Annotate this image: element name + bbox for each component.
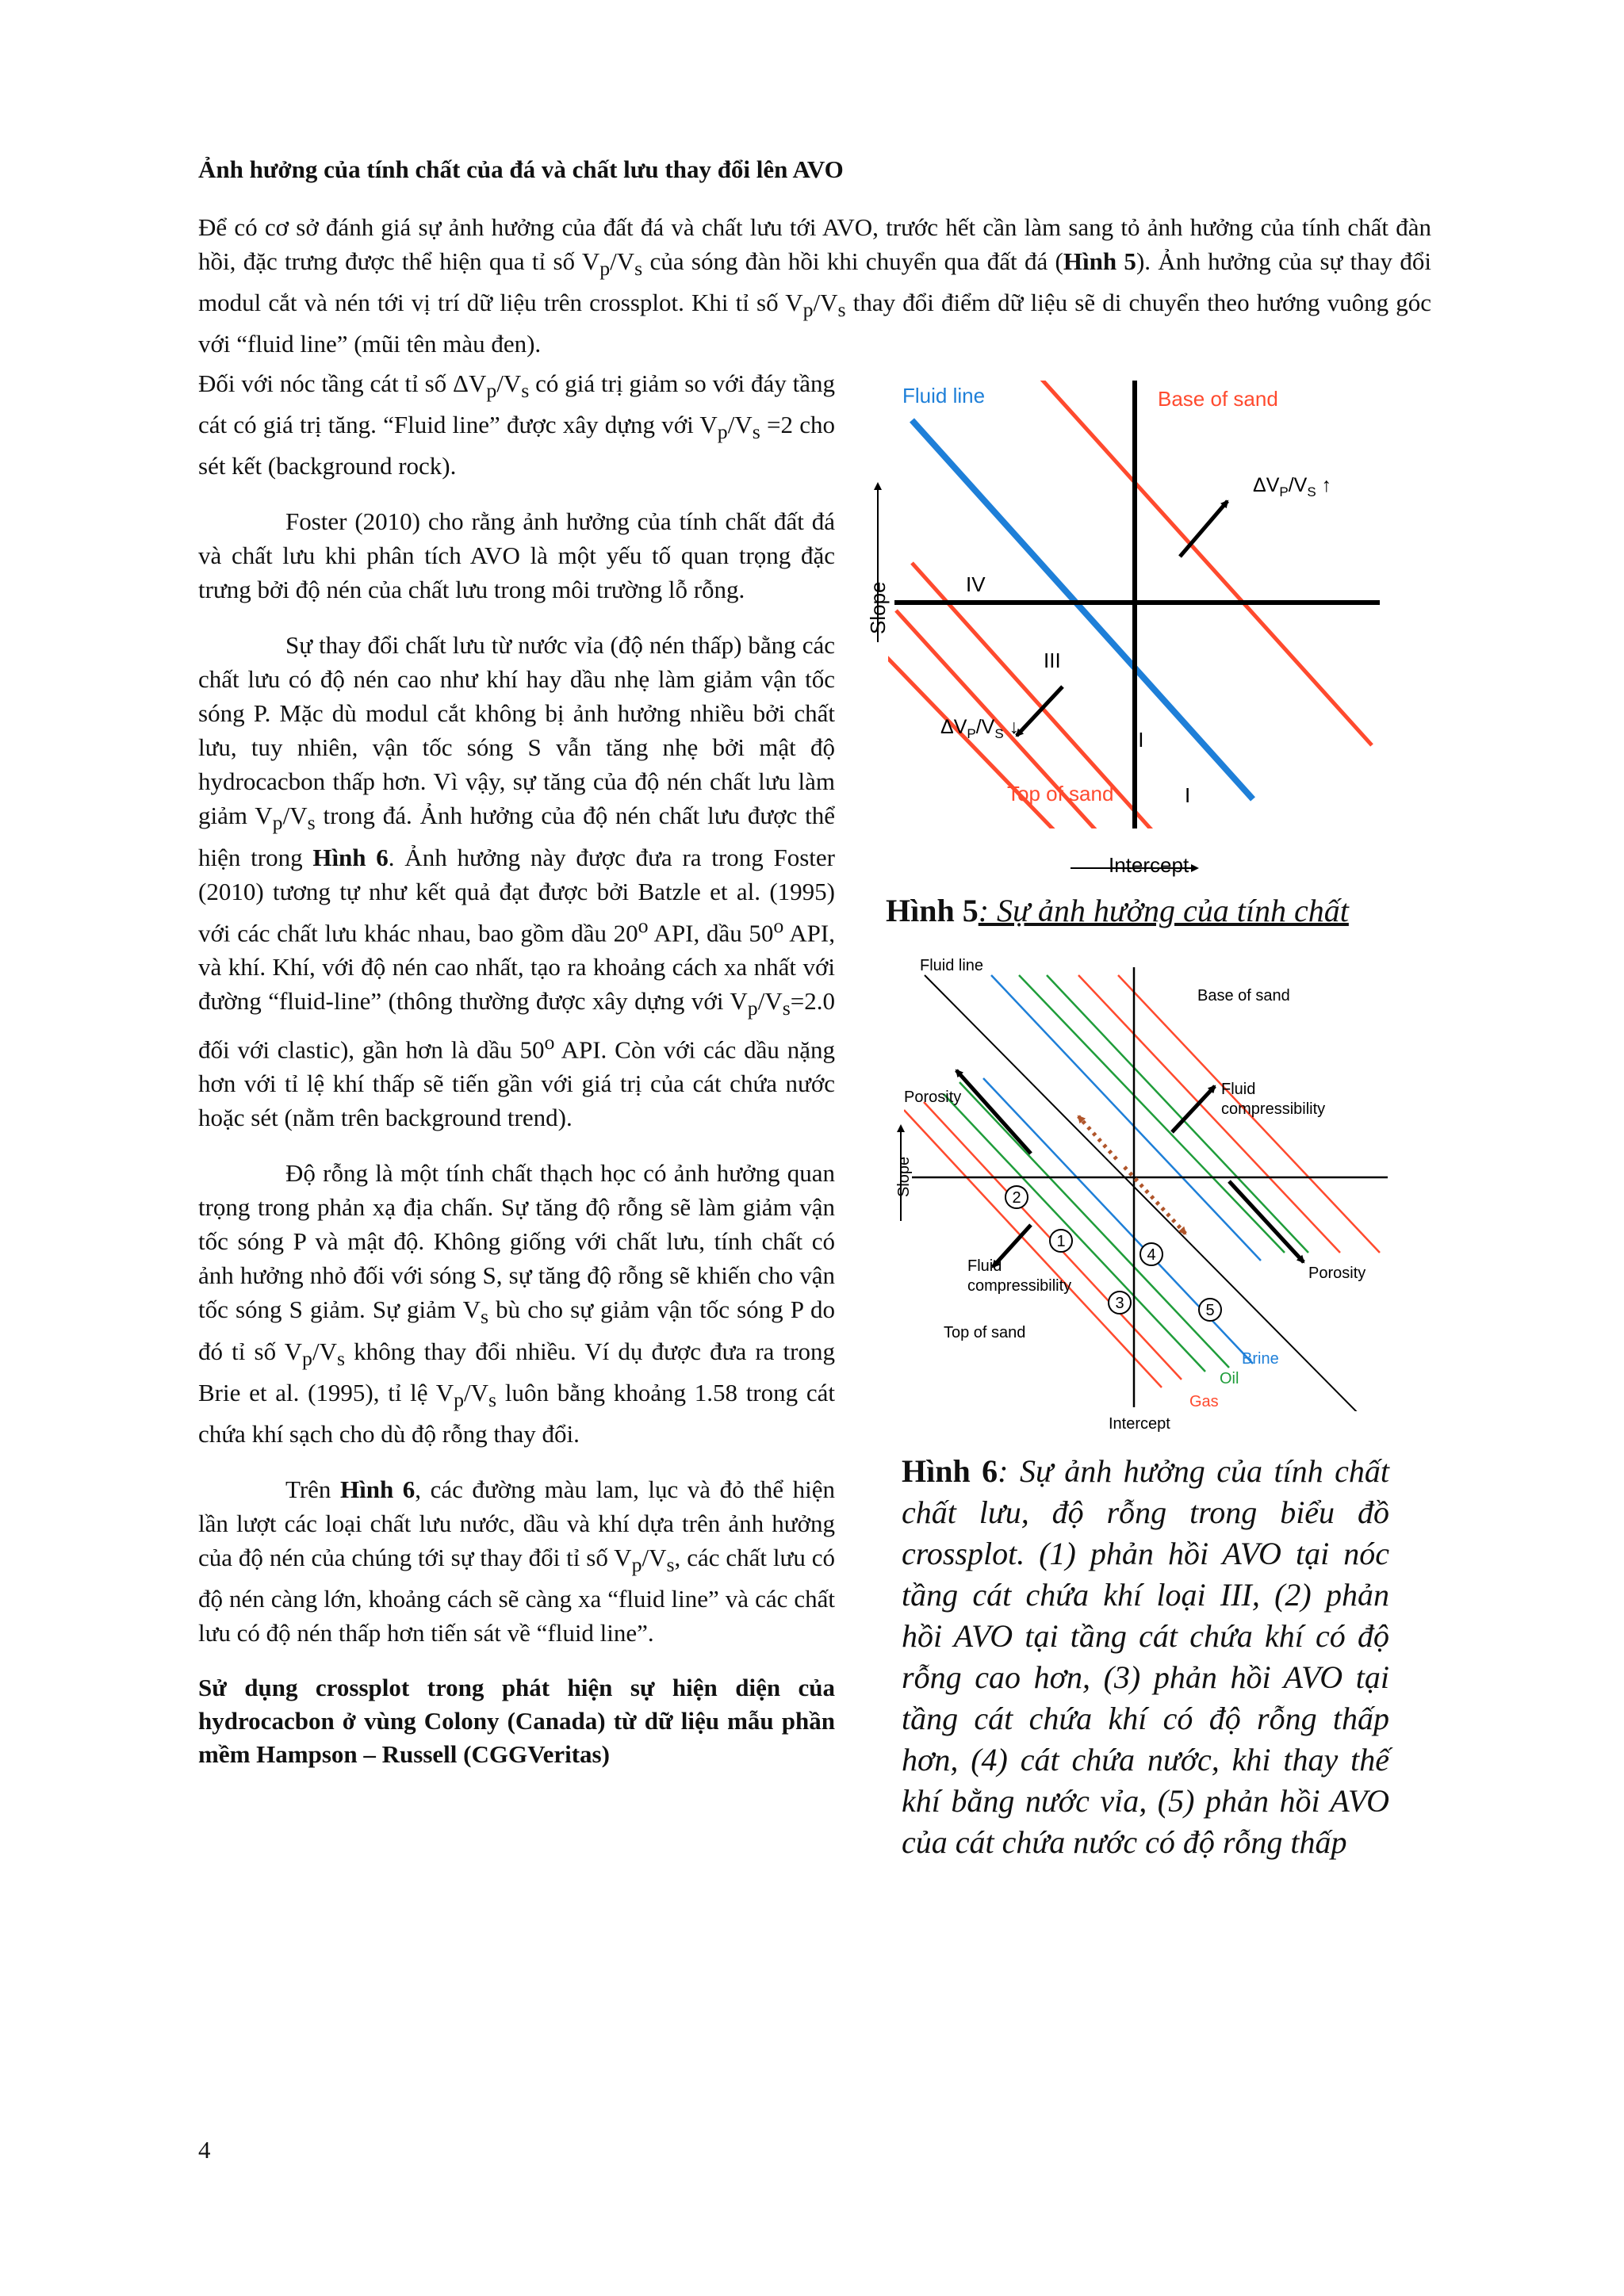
subscript: p [486,379,497,403]
fluid-comp-top-label-2: compressibility [1221,1100,1326,1118]
text-run: API. Còn với các dầu nặng hơn với tỉ lệ khí thấp sẽ tiến gần với giá trị của cát chứa nước hoặc sét (nằm trên background trend). [198,1035,835,1132]
oil-label: Oil [1220,1370,1239,1387]
text-run: có giá trị giảm so với đáy tầng cát có giá trị tăng. “Fluid line” được xây dựng với V [198,369,835,439]
fluid-comp-up-arrow [1172,1086,1215,1132]
superscript: o [638,913,649,937]
marker-4 [1140,1243,1162,1265]
subscript: s [837,298,846,322]
text-run: Trên [285,1475,340,1503]
subscript: s [480,1305,489,1329]
arrow-down-left [1017,687,1063,736]
subscript: s [488,1387,497,1411]
subscript: p [802,298,814,322]
gas-label: Gas [1189,1393,1219,1410]
intercept-label: Intercept [1109,853,1189,877]
arrow-up-right [1180,501,1228,557]
dvpvs-up-label: $\Delta V_P/V_S$ ↑ [1253,474,1332,499]
figure-ref: Hình 6 [340,1475,416,1503]
fluid-line-label: Fluid line [902,384,986,408]
fluid-comp-bottom-label-1: Fluid [967,1257,1002,1275]
zone-ii-label: II [1132,728,1144,752]
intro-paragraph [198,210,1431,361]
red-line-3 [896,610,1134,872]
porosity-right-label: Porosity [1308,1265,1366,1282]
porosity-left-arrow [956,1070,1031,1154]
caption-text: : Sự ảnh hưởng của tính chất chất lưu, độ rỗng trong biểu đồ crossplot. (1) phản hồi AVO tại nóc tầng cát chứa khí loại III, (2) phản hồi AVO tại tầng cát chứa khí có độ rỗng cao hơn, (3) phản hồi AVO tại tầng cát chứa khí có độ rỗng thấp hơn, (4) cát chứa nước, khi thay thế khí bằng nước vỉa, (5) phản hồi AVO của cát chứa nước có độ rỗng thấp [902,1453,1389,1860]
text-run: trong đá. Ảnh hưởng của độ nén chất lưu được thể hiện trong [198,802,835,871]
left-column [198,366,835,1771]
page-number: 4 [198,2136,211,2164]
text-run: Đối với nóc tầng cát tỉ số ΔV [198,369,487,397]
text-run: . Ảnh hưởng này được đưa ra trong Foster (2010) tương tự như kết quả đạt được bởi Batzle et al. (1995) với các chất lưu khác nhau, bao gồm dầu 20 [198,843,835,947]
marker-5 [1199,1299,1221,1321]
text-run: của sóng đàn hồi khi chuyển qua đất đá ( [642,247,1063,275]
text-run: ). Ảnh hưởng của sự thay đổi modul cắt và nén tới vị trí dữ liệu trên crossplot. Khi tỉ số V [198,247,1431,317]
text-run: /V [727,411,753,439]
base-of-sand-label: Base of sand [1197,987,1290,1004]
subscript: s [521,379,530,403]
text-run: Sự thay đổi chất lưu từ nước vỉa (độ nén thấp) bằng các chất lưu có độ nén cao như khí hay dầu nhẹ làm giảm vận tốc sóng P. Mặc dù modul cắt không bị ảnh hưởng nhiều bởi chất lưu, tuy nhiên, vận tốc sóng S vẫn tăng nhẹ bởi mật độ hydrocacbon thấp hơn. Vì vậy, sự tăng của độ nén chất lưu làm giảm V [198,631,835,830]
svg-text:3: 3 [1115,1295,1124,1312]
text-run: thay đổi điểm dữ liệu sẽ di chuyển theo hướng vuông góc với “fluid line” (mũi tên màu đen). [198,289,1431,358]
text-run: =2.0 đối với clastic), gần hơn là dầu 50 [198,986,835,1064]
marker-1 [1050,1230,1072,1252]
text-run: Độ rỗng là một tính chất thạch học có ảnh hưởng quan trọng trong phản xạ địa chấn. Sự tăng độ rỗng sẽ làm giảm vận tốc sóng P và mật độ. Không giống với chất lưu, tính chất có ảnh hưởng nhỏ đối với sóng S, sự tăng độ rỗng sẽ khiến cho vận tốc sóng S giảm. Sự giảm V [198,1159,835,1324]
text-run: /V [464,1378,489,1406]
subscript: p [302,1346,312,1370]
subscript: p [717,420,728,444]
porosity-left-label: Porosity [904,1089,962,1106]
subscript: s [307,811,316,835]
brown-arrow-up [1078,1116,1116,1159]
superscript: o [773,913,784,937]
paragraph-2 [198,366,835,483]
brine-label: Brine [1242,1350,1279,1368]
svg-text:1: 1 [1056,1233,1066,1250]
caption-text: : Sự ảnh hưởng của tính chất [978,893,1349,928]
subscript: s [634,257,643,281]
intercept-label: Intercept [1109,1415,1170,1433]
subscript: s [336,1346,346,1370]
zone-iv-label: IV [966,572,986,596]
text-run: /V [312,1337,337,1365]
fluid-comp-bottom-label-2: compressibility [967,1277,1072,1295]
figure-5-diagram [864,373,1388,880]
paragraph-3: Foster (2010) cho rằng ảnh hưởng của tính chất đất đá và chất lưu khi phân tích AVO là một yếu tố quan trọng đặc trưng bởi độ nén của chất lưu trong môi trường lỗ rỗng. [198,507,835,604]
slope-label: Slope [895,1156,913,1197]
caption-label: Hình 5 [886,893,979,928]
figure-ref: Hình 6 [312,843,389,871]
paragraph-4 [198,628,835,1135]
porosity-right-arrow [1229,1181,1304,1262]
top-red-line-2 [904,1110,1162,1387]
subscript: p [747,997,758,1020]
slope-label: Slope [866,581,890,634]
svg-text:2: 2 [1012,1189,1021,1207]
zone-i-label: I [1185,783,1191,807]
text-run: API, và khí. Khí, với độ nén cao nhất, tạo ra khoảng cách xa nhất với đường “fluid-line” (thông thường được xây dựng với V [198,918,835,1015]
figure-5-caption [886,890,1441,932]
text-run: Để có cơ sở đánh giá sự ảnh hưởng của đất đá và chất lưu tới AVO, trước hết cần làm sang tỏ ảnh hưởng của tính chất đàn hồi, đặc trưng được thể hiện qua tỉ số V [198,213,1431,275]
marker-2 [1005,1186,1028,1208]
red-line-4 [872,642,1102,880]
svg-text:5: 5 [1205,1302,1215,1319]
fluid-line-label: Fluid line [920,957,984,974]
caption-label: Hình 6 [902,1453,998,1489]
text-run: , các đường màu lam, lục và đỏ thể hiện lần lượt các loại chất lưu nước, dầu và khí dựa trên ảnh hưởng của độ nén của chúng tới sự thay đổi tỉ số V [198,1475,835,1571]
subscript: p [272,811,283,835]
superscript: o [544,1031,555,1054]
text-run: luôn bằng khoảng 1.58 trong cát chứa khí sạch cho dù độ rỗng thay đổi. [198,1378,835,1448]
subscript: p [454,1387,465,1411]
subscript: s [752,420,760,444]
text-run: /V [757,986,783,1015]
figure-6-caption [902,1451,1389,1863]
section-heading-2: Sử dụng crossplot trong phát hiện sự hiện diện của hydrocacbon ở vùng Colony (Canada) từ dữ liệu mẫu phần mềm Hampson – Russell (CGGVeritas) [198,1674,835,1769]
text-run: /V [642,1543,667,1571]
fluid-line [925,975,1364,1419]
base-of-sand-label: Base of sand [1158,387,1278,411]
paragraph-6 [198,1472,835,1650]
subscript: s [782,997,791,1020]
text-run: /V [496,369,522,397]
subscript: s [666,1553,675,1577]
text-run: /V [282,802,308,830]
figure-6-diagram [888,951,1396,1435]
fluid-comp-top-label-1: Fluid [1221,1081,1256,1098]
text-run: /V [813,289,838,317]
text-run: bù cho sự giảm vận tốc sóng P do đó tỉ số V [198,1295,835,1365]
section-heading: Ảnh hưởng của tính chất của đá và chất lưu thay đổi lên AVO [198,155,844,183]
dvpvs-down-label: $\Delta V_P/V_S$ ↓ [940,716,1020,741]
subscript: p [599,257,611,281]
svg-text:4: 4 [1147,1246,1156,1264]
text-run: API, dầu 50 [648,918,774,947]
text-run: /V [610,247,635,275]
top-of-sand-label: Top of sand [944,1324,1026,1341]
fluid-line [912,420,1253,799]
zone-iii-label: III [1044,649,1061,672]
figure-ref: Hình 5 [1063,247,1136,275]
figure-6 [888,951,1396,1435]
paragraph-5 [198,1156,835,1451]
marker-3 [1109,1292,1131,1314]
top-of-sand-label: Top of sand [1007,782,1114,806]
figure-5 [864,373,1388,880]
text-run: , các chất lưu có độ nén càng lớn, khoảng cách sẽ càng xa “fluid line” và các chất lưu có độ nén thấp hơn tiến sát về “fluid line”. [198,1543,835,1647]
text-run: =2 cho sét kết (background rock). [198,411,835,480]
subscript: p [631,1553,642,1577]
text-run: không thay đổi nhiều. Ví dụ được đưa ra trong Brie et al. (1995), tỉ lệ V [198,1337,835,1406]
